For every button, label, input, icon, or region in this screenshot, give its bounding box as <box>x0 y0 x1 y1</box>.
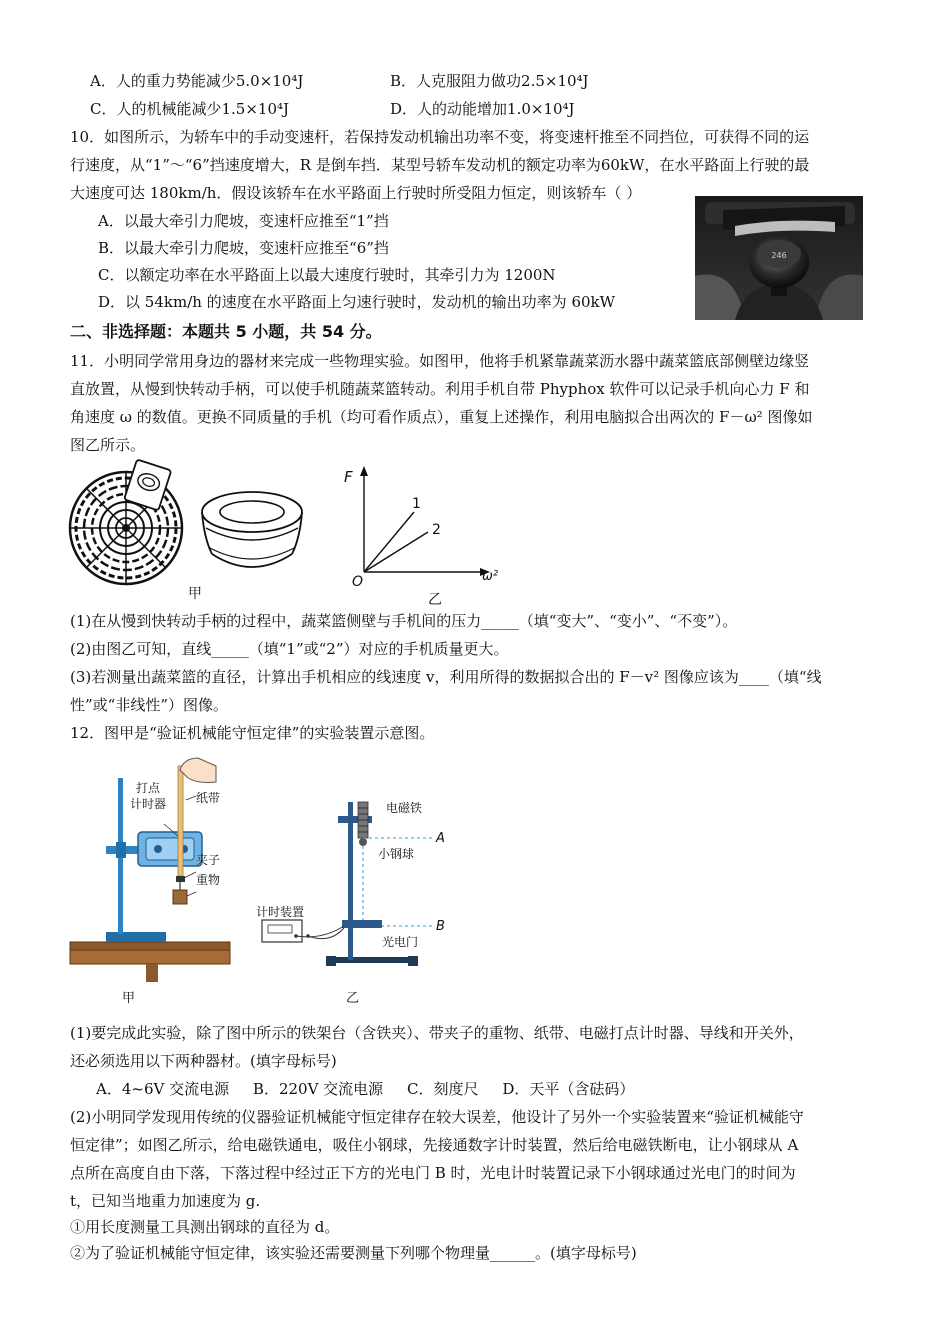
q12-part-2-line-2: 恒定律”；如图乙所示，给电磁铁通电，吸住小钢球，先接通数字计时装置，然后给电磁铁断电，让小钢球从 A <box>70 1136 799 1154</box>
q9-option-b: B．人克服阻力做功2.5×10⁴J <box>390 72 589 90</box>
line-1-label: 1 <box>412 496 421 512</box>
fig-b-caption: 乙 <box>346 991 360 1006</box>
weight-label: 重物 <box>196 873 221 887</box>
q9-option-c: C．人的机械能减少1.5×10⁴J <box>90 100 290 118</box>
q12-part-2-line-1: (2)小明同学发现用传统的仪器验证机械能守恒定律存在较大误差，他设计了另外一个实验装置来“验证机械能守 <box>70 1108 804 1126</box>
ball-label: 小钢球 <box>378 847 415 861</box>
x-axis-label: ω² <box>482 569 499 584</box>
y-axis-label: F <box>344 468 353 486</box>
gear-pattern-label: 246 <box>771 251 787 260</box>
q12-part-1-line-1: (1)要完成此实验，除了图中所示的铁架台（含铁夹）、带夹子的重物、纸带、电磁打点计时器、导线和开关外， <box>70 1024 804 1042</box>
clip-label: 夹子 <box>196 853 221 867</box>
spinner-bowl-side-view <box>202 492 302 567</box>
basket-top-view <box>70 459 182 584</box>
q12-part-2-line-3: 点所在高度自由下落，下落过程中经过正下方的光电门 B 时，光电计时装置记录下小钢球通过光电门的时间为 <box>70 1164 796 1182</box>
q11-part-1: (1)在从慢到快转动手柄的过程中，蔬菜篮侧壁与手机间的压力_____（填“变大”、“变小”、“不变”）。 <box>70 612 738 630</box>
timer-device-label: 计时装置 <box>256 905 305 919</box>
q9-option-d: D．人的动能增加1.0×10⁴J <box>390 100 575 118</box>
graph-line-1 <box>364 512 414 572</box>
ticker-timer-apparatus-figure <box>66 752 256 1012</box>
q10-option-d: D．以 54km/h 的速度在水平路面上匀速行驶时，发动机的输出功率为 60kW <box>98 293 616 311</box>
timer-label-1: 打点 <box>136 781 161 795</box>
photogate-apparatus-figure <box>252 790 472 1010</box>
fig-jia-caption: 甲 <box>188 586 202 602</box>
q10-option-a: A．以最大牵引力爬坡，变速杆应推至“1”挡 <box>98 212 389 230</box>
section-2-title: 二、非选择题：本题共 5 小题，共 54 分。 <box>70 322 382 341</box>
salad-spinner-figure <box>66 458 316 608</box>
line-2-label: 2 <box>432 522 441 538</box>
q12-options: A．4~6V 交流电源 B．220V 交流电源 C．刻度尺 D．天平（含砝码） <box>96 1080 635 1098</box>
fig-yi-caption: 乙 <box>428 592 442 608</box>
q12-stem: 12．图甲是“验证机械能守恒定律”的实验装置示意图。 <box>70 724 435 742</box>
photogate-label: 光电门 <box>382 935 419 949</box>
origin-label: O <box>352 574 364 590</box>
q12-step-2: ②为了验证机械能守恒定律，该实验还需要测量下列哪个物理量______。(填字母标号) <box>70 1244 637 1262</box>
q10-option-b: B．以最大牵引力爬坡，变速杆应推至“6”挡 <box>98 239 389 257</box>
q11-part-3: (3)若测量出蔬菜篮的直径，计算出手机相应的线速度 v，利用所得的数据拟合出的 F－v² 图像应该为____（填“线 <box>70 668 822 686</box>
q10-stem-line-3: 大速度可达 180km/h．假设该轿车在水平路面上行驶时所受阻力恒定，则该轿车（ ） <box>70 184 642 202</box>
q11-stem-line-3: 角速度 ω 的数值。更换不同质量的手机（均可看作质点），重复上述操作，利用电脑拟合出两次的 F－ω² 图像如 <box>70 408 813 426</box>
q10-stem-line-2: 行速度，从“1”～“6”挡速度增大，R 是倒车挡．某型号轿车发动机的额定功率为60kW，在水平路面上行驶的最 <box>70 156 810 174</box>
graph-line-2 <box>364 532 428 572</box>
q11-part-2: (2)由图乙可知，直线_____（填“1”或“2”）对应的手机质量更大。 <box>70 640 509 658</box>
fig-a-caption: 甲 <box>122 991 136 1006</box>
q12-part-2-line-4: t，已知当地重力加速度为 g. <box>70 1192 261 1210</box>
q9-option-a: A．人的重力势能减少5.0×10⁴J <box>90 72 304 90</box>
q11-part-3-cont: 性”或“非线性”）图像。 <box>70 696 229 714</box>
f-omega-graph <box>336 462 506 610</box>
q11-stem-line-2: 直放置，从慢到快转动手柄，可以使手机随蔬菜篮转动。利用手机自带 Phyphox 软件可以记录手机向心力 F 和 <box>70 380 810 398</box>
tape-label: 纸带 <box>196 791 221 805</box>
gear-shift-photo <box>695 196 863 320</box>
q11-stem-line-1: 11．小明同学常用身边的器材来完成一些物理实验。如图甲，他将手机紧靠蔬菜沥水器中蔬菜篮底部侧壁边缘竖 <box>70 352 810 370</box>
point-b-label: B <box>436 919 445 934</box>
q10-option-c: C．以额定功率在水平路面上以最大速度行驶时，其牵引力为 1200N <box>98 266 556 284</box>
q12-part-1-line-2: 还必须选用以下两种器材。(填字母标号) <box>70 1052 337 1070</box>
point-a-label: A <box>436 831 445 846</box>
q11-stem-line-4: 图乙所示。 <box>70 436 146 454</box>
q10-stem-line-1: 10．如图所示，为轿车中的手动变速杆，若保持发动机输出功率不变，将变速杆推至不同挡位，可获得不同的运 <box>70 128 810 146</box>
timer-label-2: 计时器 <box>130 797 167 811</box>
magnet-label: 电磁铁 <box>386 801 423 815</box>
q12-step-1: ①用长度测量工具测出钢球的直径为 d。 <box>70 1218 340 1236</box>
y-axis-arrow-icon <box>360 466 368 476</box>
